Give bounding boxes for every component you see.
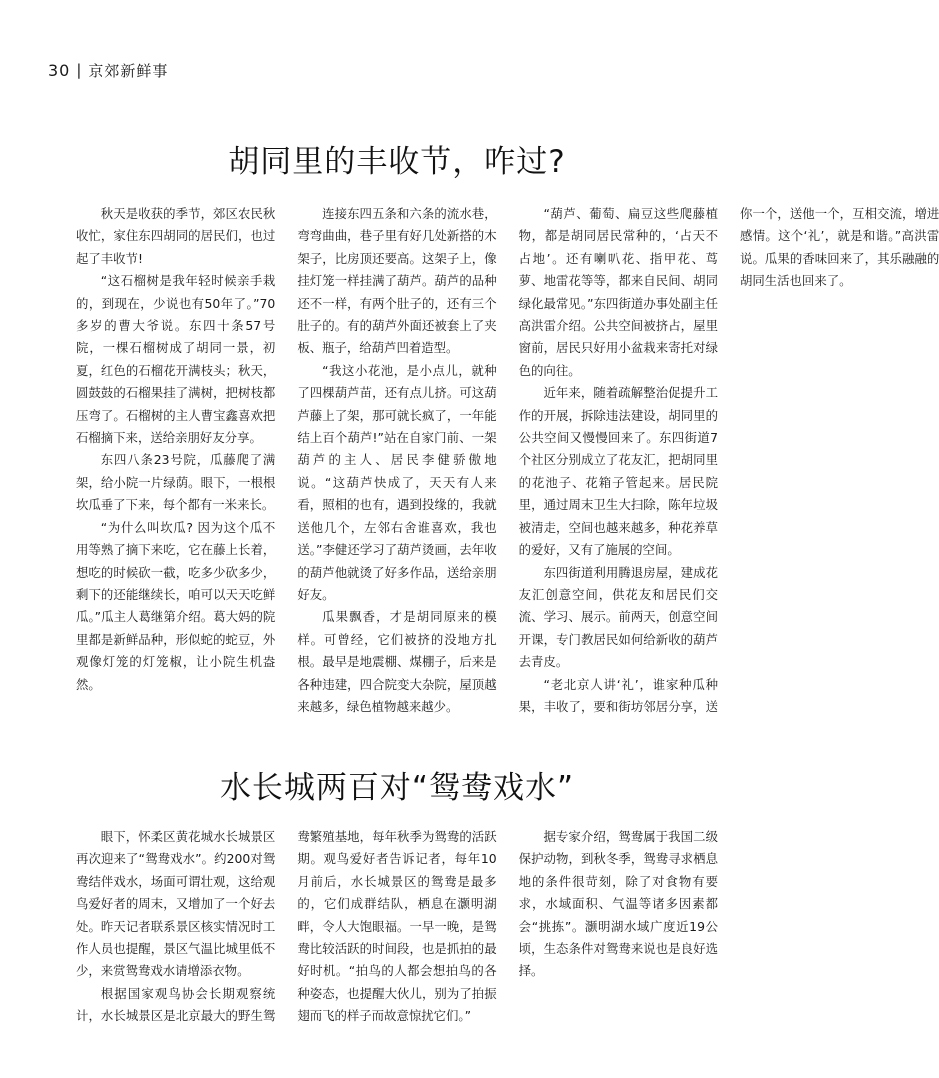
article2-body [76,826,718,1048]
article1-paragraph: “我这小花池，是小点儿，就种了四棵葫芦苗，还有点儿挤。可这葫芦藤上了架，那可就长疯了，一年能结上百个葫芦!”站在自家门前、一架葫芦的主人、居民李健骄傲地说。“这葫芦快成了，天天有人来看，照相的也有，遇到投缘的，我就送他几个，左邻右舍谁喜欢，我也送。”李健还学习了葫芦烫画，去年收的葫芦他就烫了好多作品，送给亲朋好友。 [297,362,497,602]
article1-paragraph: “老北京人讲‘礼’，谁家种瓜种果，丰收了，要和街坊邻居分享，送你一个，送他一个，互相交流，增进感情。这个‘礼’，就是和谐。”高洪雷说。瓜果的香味回来了，其乐融融的胡同生活也回来了。 [518,206,939,714]
article1-paragraph: 秋天是收获的季节，郊区农民秋收忙，家住东四胡同的居民们，也过起了丰收节! [76,206,276,266]
article1-paragraph: 东四街道利用腾退房屋，建成花友汇创意空间，供花友和居民们交流、学习、展示。前两天，创意空间开课，专门教居民如何给新收的葫芦去青皮。 [518,564,718,670]
article1-paragraph: “葫芦、葡萄、扁豆这些爬藤植物，都是胡同居民常种的，‘占天不占地’。还有喇叭花、指甲花、茑萝、地雷花等等，都来自民间、胡同绿化最常见。”东四街道办事处副主任高洪雷介绍。公共空间被挤占，屋里窗前，居民只好用小盆栽来寄托对绿色的向往。 [518,206,718,378]
header-separator: | [76,61,83,79]
article1-paragraph: 连接东四五条和六条的流水巷，弯弯曲曲，巷子里有好几处新搭的木架子，比房顶还要高。这架子上，像挂灯笼一样挂满了葫芦。葫芦的品种还不一样，有两个肚子的，还有三个肚子的。有的葫芦外面还被套上了夹板、瓶子，给葫芦凹着造型。 [297,206,497,356]
article1-paragraph: “为什么叫坎瓜? 因为这个瓜不用等熟了摘下来吃，它在藤上长着，想吃的时候砍一截，吃多少砍多少，剩下的还能继续长，咱可以天天吃鲜瓜。”瓜主人葛继第介绍。葛大妈的院里都是新鲜品种，形似蛇的蛇豆，外观像灯笼的灯笼椒，让小院生机盎然。 [76,519,276,692]
article1-paragraph: 东四八条23号院，瓜藤爬了满架，给小院一片绿荫。眼下，一根根坎瓜垂了下来，每个都有一米来长。 [76,452,276,513]
article2-paragraph: 据专家介绍，鸳鸯属于我国二级保护动物，到秋冬季，鸳鸯寻求栖息地的条件很苛刻，除了对食物有要求，水域面积、气温等诸多因素都会“挑拣”。灏明湖水域广度近19公顷，生态条件对鸳鸯来说也是良好选择。 [518,829,718,979]
article2-title: 水长城两百对“鸳鸯戏水” [219,770,575,806]
article1-title: 胡同里的丰收节，咋过? [228,144,566,180]
article1-paragraph: “这石榴树是我年轻时候亲手栽的，到现在，少说也有50年了。”70多岁的曹大爷说。东四十条57号院，一棵石榴树成了胡同一景，初夏，红色的石榴花开满枝头；秋天，圆鼓鼓的石榴果挂了满树，把树枝都压弯了。石榴树的主人曹宝鑫喜欢把石榴摘下来，送给亲朋好友分享。 [76,273,276,446]
article1-paragraph: 瓜果飘香，才是胡同原来的模样。可曾经，它们被挤的没地方扎根。最早是地震棚、煤棚子，后来是各种违建，四合院变大杂院，屋顶越来越多，绿色植物越来越少。 [297,609,497,714]
article1-body [76,203,939,723]
article2-paragraph: 根据国家观鸟协会长期观察统计，水长城景区是北京最大的野生鸳鸯繁殖基地，每年秋季为鸳鸯的活跃期。观鸟爱好者告诉记者，每年10月前后，水长城景区的鸳鸯是最多的，它们成群结队，栖息在灏明湖畔，令人大饱眼福。一早一晚，是鸳鸯比较活跃的时间段，也是抓拍的最好时机。“拍鸟的人都会想拍鸟的各种姿态，也提醒大伙儿，别为了拍振翅而飞的样子而故意惊扰它们。” [76,829,497,1024]
page-number: 30 [48,60,71,80]
article1-paragraph: 近年来，随着疏解整治促提升工作的开展，拆除违法建设，胡同里的公共空间又慢慢回来了。东四街道7个社区分别成立了花友汇，把胡同里的花池子、花箱子管起来。居民院里，通过周末卫生大扫除，陈年垃圾被清走，空间也越来越多，种花养草的爱好，又有了施展的空间。 [518,385,718,558]
page-header [48,56,168,84]
section-title: 京郊新鲜事 [88,61,169,80]
article2-paragraph: 眼下，怀柔区黄花城水长城景区再次迎来了“鸳鸯戏水”。约200对鸳鸯结伴戏水，场面可谓壮观，这给观鸟爱好者的周末，又增加了一个好去处。昨天记者联系景区核实情况时工作人员也提醒，景区气温比城里低不少，来赏鸳鸯戏水请增添衣物。 [76,829,276,979]
